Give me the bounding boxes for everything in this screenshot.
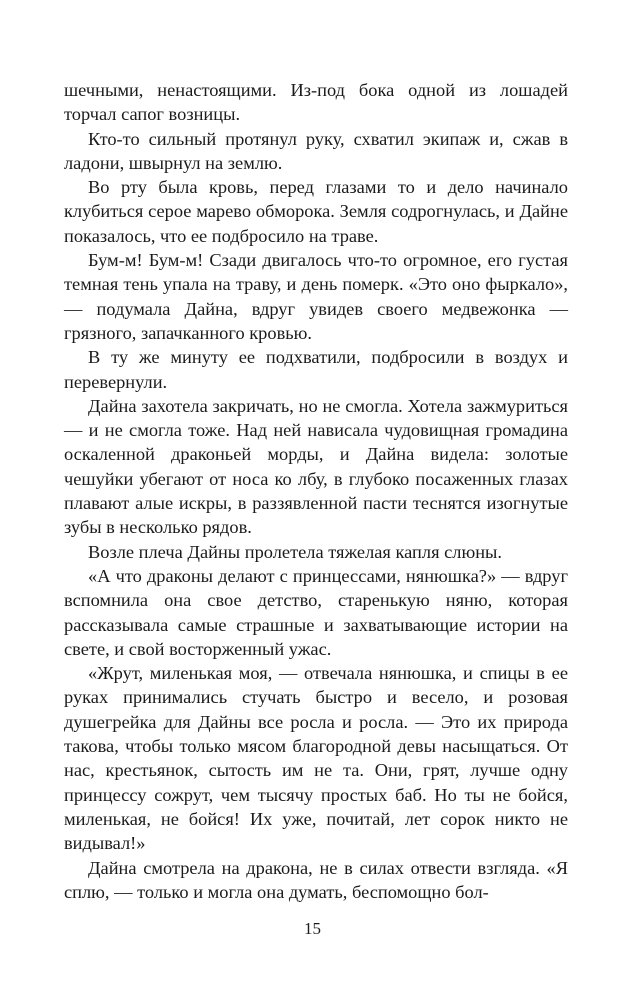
paragraph-10: Дайна смотрела на дракона, не в силах отвести взгляда. «Я сплю, — только и могла она думать, беспомощно бол- — [64, 857, 568, 902]
paragraph-2: Кто-то сильный протянул руку, схватил экипаж и, сжав в ладони, швырнул на землю. — [64, 128, 568, 173]
page-body — [64, 78, 568, 904]
paragraph-3: Во рту была кровь, перед глазами то и дело начинало клубиться серое марево обморока. Земля содрогнулась, и Дайне показалось, что ее подбросило на траве. — [64, 177, 568, 246]
paragraph-4: Бум-м! Бум-м! Сзади двигалось что-то огромное, его густая темная тень упала на траву, и день померк. «Это оно фыркало», — подумала Дайна, вдруг увидев своего медвежонка — грязного, запачканного кровью. — [64, 250, 568, 343]
paragraph-1: шечными, ненастоящими. Из-под бока одной из лошадей торчал сапог возницы. — [64, 80, 568, 125]
paragraph-9: «Жрут, миленькая моя, — отвечала нянюшка, и спицы в ее руках принимались стучать быстро и весело, и розовая душегрейка для Дайны все росла и росла. — Это их природа такова, чтобы только мясом благородной девы насыщаться. От нас, крестьянок, сытость им не та. Они, грят, лучше одну принцессу сожрут, чем тысячу простых баб. Но ты не бойся, миленькая, не бойся! Их уже, почитай, лет сорок никто не видывал!» — [64, 663, 568, 854]
paragraph-7: Возле плеча Дайны пролетела тяжелая капля слюны. — [88, 541, 503, 562]
paragraph-6: Дайна захотела закричать, но не смогла. Хотела зажмуриться — и не смогла тоже. Над ней нависала чудовищная громадина оскаленной драконьей морды, и Дайна видела: золотые чешуйки убегают от носа ко лбу, в глубоко посаженных глазах плавают алые искры, в раззявленной пасти теснятся изогнутые зубы в несколько рядов. — [64, 395, 568, 538]
paragraph-8: «А что драконы делают с принцессами, нянюшка?» — вдруг вспомнила она свое детство, старенькую няню, которая рассказывала самые страшные и захватывающие истории на свете, и свой восторженный ужас. — [64, 565, 568, 659]
paragraph-5: В ту же минуту ее подхватили, подбросили в воздух и перевернули. — [64, 347, 568, 392]
page-number: 15 — [304, 919, 321, 938]
